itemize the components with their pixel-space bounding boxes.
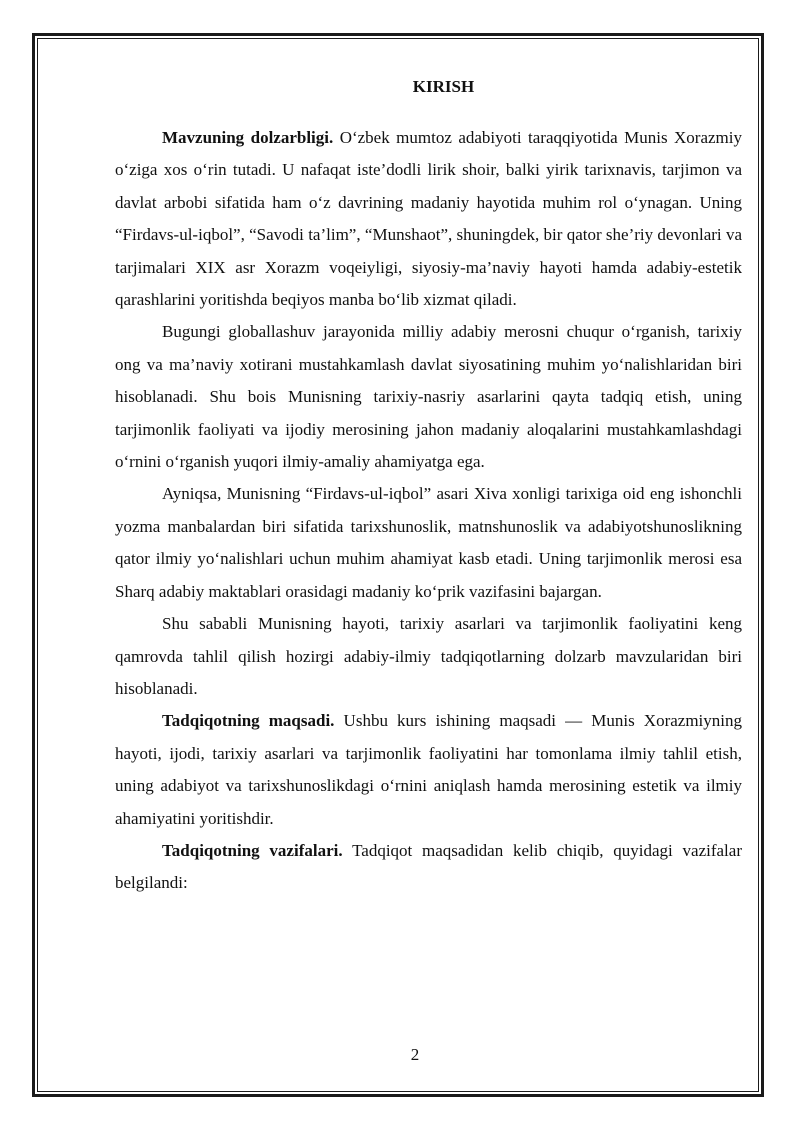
paragraph-relevance — [115, 122, 742, 316]
paragraph — [115, 316, 742, 478]
paragraph-text: Tadqiqot maqsadidan kelib chiqib, quyidagi vazifalar belgilandi: — [115, 840, 742, 893]
section-title: KIRISH — [412, 77, 475, 96]
paragraph — [115, 478, 742, 608]
paragraph-lead: Mavzuning dolzarbligi. — [162, 128, 334, 147]
paragraph-text: Ushbu kurs ishining maqsadi — Munis Xorazmiyning hayoti, ijodi, tarixiy asarlari va tarjimonlik faoliyatini har tomonlama ilmiy tahlil etish, uning adabiyot va tarixshunoslikdagi o‘rnini aniqlash hamda merosining estetik va ilmiy ahamiyatini yoritishdir. — [115, 711, 742, 828]
paragraph-text: Ayniqsa, Munisning “Firdavs-ul-iqbol” asari Xiva xonligi tarixiga oid eng ishonchli yozma manbalardan biri sifatida tarixshunoslik, matnshunoslik va adabiyotshunoslikning qator ilmiy yo‘nalishlari uchun muhim ahamiyat kasb etadi. Uning tarjimonlik merosi esa Sharq adabiy maktablari orasidagi madaniy ko‘prik vazifasini bajargan. — [115, 484, 742, 601]
paragraph-tasks — [115, 835, 742, 900]
paragraph-text: Bugungi globallashuv jarayonida milliy adabiy merosni chuqur o‘rganish, tarixiy ong va ma’naviy xotirani mustahkamlash davlat siyosatining muhim yo‘nalishlaridan biri hisoblanadi. Shu bois Munisning tarixiy-nasriy asarlarini qayta tadqiq etish, uning tarjimonlik faoliyati va ijodiy merosining jahon madaniy aloqalarini mustahkamlashdagi o‘rnini o‘rganish yuqori ilmiy-amaliy ahamiyatga ega. — [115, 322, 742, 472]
page-number: 2 — [410, 1045, 420, 1064]
paragraph-text: Shu sababli Munisning hayoti, tarixiy asarlari va tarjimonlik faoliyatini keng qamrovda tahlil qilish hozirgi adabiy-ilmiy tadqiqotlarning dolzarb mavzularidan biri hisoblanadi. — [115, 614, 742, 698]
paragraph — [115, 608, 742, 705]
document-body — [115, 72, 742, 900]
paragraph-text: O‘zbek mumtoz adabiyoti taraqqiyotida Munis Xorazmiy o‘ziga xos o‘rin tutadi. U nafaqat iste’dodli lirik shoir, balki yirik tarixnavis, tarjimon va davlat arbobi sifatida ham o‘z davrining madaniy hayotida muhim rol o‘ynagan. Uning “Firdavs-ul-iqbol”, “Savodi ta’lim”, “Munshaot”, shuningdek, bir qator she’riy devonlari va tarjimalari XIX asr Xorazm voqeiyligi, siyosiy-ma’naviy hayoti hamda adabiy-estetik qarashlarini yoritishda beqiyos manba bo‘lib xizmat qiladi. — [115, 128, 743, 310]
paragraph-lead: Tadqiqotning maqsadi. — [162, 711, 335, 731]
paragraph-goal — [115, 705, 742, 835]
paragraph-lead: Tadqiqotning vazifalari. — [162, 840, 343, 860]
